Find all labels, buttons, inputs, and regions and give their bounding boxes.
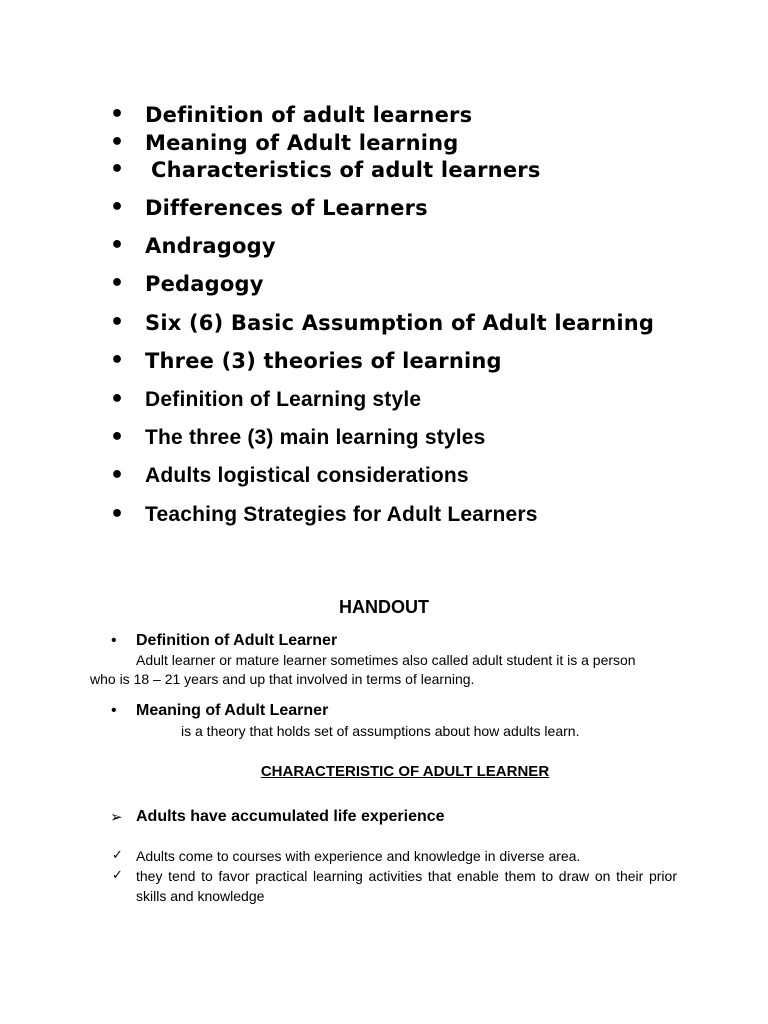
experience-item <box>0 806 768 828</box>
topic-item <box>0 423 768 453</box>
definition-paragraph <box>90 651 690 689</box>
topic-item <box>0 231 768 261</box>
definition-heading: Definition of Adult Learner <box>136 632 338 649</box>
topic-item <box>0 269 768 299</box>
bullet: • <box>110 130 125 155</box>
bullet: • <box>110 310 125 335</box>
topic-text: Six (6) Basic Assumption of Adult learning <box>145 311 655 335</box>
topic-item <box>0 193 768 223</box>
bullet: • <box>110 102 125 127</box>
handout-title: HANDOUT <box>339 597 429 617</box>
bullet: • <box>110 348 125 373</box>
topic-item <box>0 385 768 415</box>
definition-heading-row <box>0 631 768 651</box>
experience-text: Adults have accumulated life experience <box>136 808 445 825</box>
topic-text: Differences of Learners <box>145 196 428 220</box>
topic-item <box>0 155 768 185</box>
meaning-heading: Meaning of Adult Learner <box>136 702 329 719</box>
meaning-heading-row <box>0 701 768 721</box>
topic-text: Meaning of Adult learning <box>145 131 459 155</box>
bullet: • <box>110 387 125 412</box>
topic-item <box>0 100 768 130</box>
topic-item <box>0 128 768 158</box>
definition-line-1: Adult learner or mature learner sometimes also called adult student it is a person <box>136 652 636 668</box>
topic-item <box>0 461 768 491</box>
characteristic-heading: CHARACTERISTIC OF ADULT LEARNER <box>260 763 550 780</box>
checkmark-icon: ✓ <box>112 868 123 883</box>
topic-item <box>0 308 768 338</box>
topic-text: Three (3) theories of learning <box>145 349 502 373</box>
topic-text: The three (3) main learning styles <box>145 426 486 449</box>
bullet: • <box>110 463 125 488</box>
topic-text: Definition of Learning style <box>145 388 422 411</box>
topic-text: Andragogy <box>145 234 276 258</box>
check-item-text: Adults come to courses with experience and knowledge in diverse area. <box>136 848 581 864</box>
topic-text: Teaching Strategies for Adult Learners <box>145 503 538 526</box>
topic-text: Definition of adult learners <box>145 103 473 127</box>
definition-line-2: who is 18 – 21 years and up that involved in terms of learning. <box>90 671 475 687</box>
bullet: • <box>110 195 125 220</box>
bullet: • <box>111 702 117 719</box>
bullet: • <box>110 425 125 450</box>
checkmark-icon: ✓ <box>112 848 123 863</box>
topic-item <box>0 500 768 530</box>
bullet: • <box>110 233 125 258</box>
bullet: • <box>110 271 125 296</box>
topic-item <box>0 346 768 376</box>
arrow-bullet-icon: ➢ <box>110 808 123 826</box>
bullet: • <box>111 632 117 649</box>
check-item-text: they tend to favor practical learning activities that enable them to draw on their prior skills and knowledge <box>136 868 677 904</box>
meaning-text: is a theory that holds set of assumptions about how adults learn. <box>181 723 580 739</box>
topic-text: Adults logistical considerations <box>145 464 469 487</box>
bullet: • <box>110 502 125 527</box>
topic-text: Characteristics of adult learners <box>151 158 541 182</box>
topic-text: Pedagogy <box>145 272 264 296</box>
bullet: • <box>110 157 125 182</box>
